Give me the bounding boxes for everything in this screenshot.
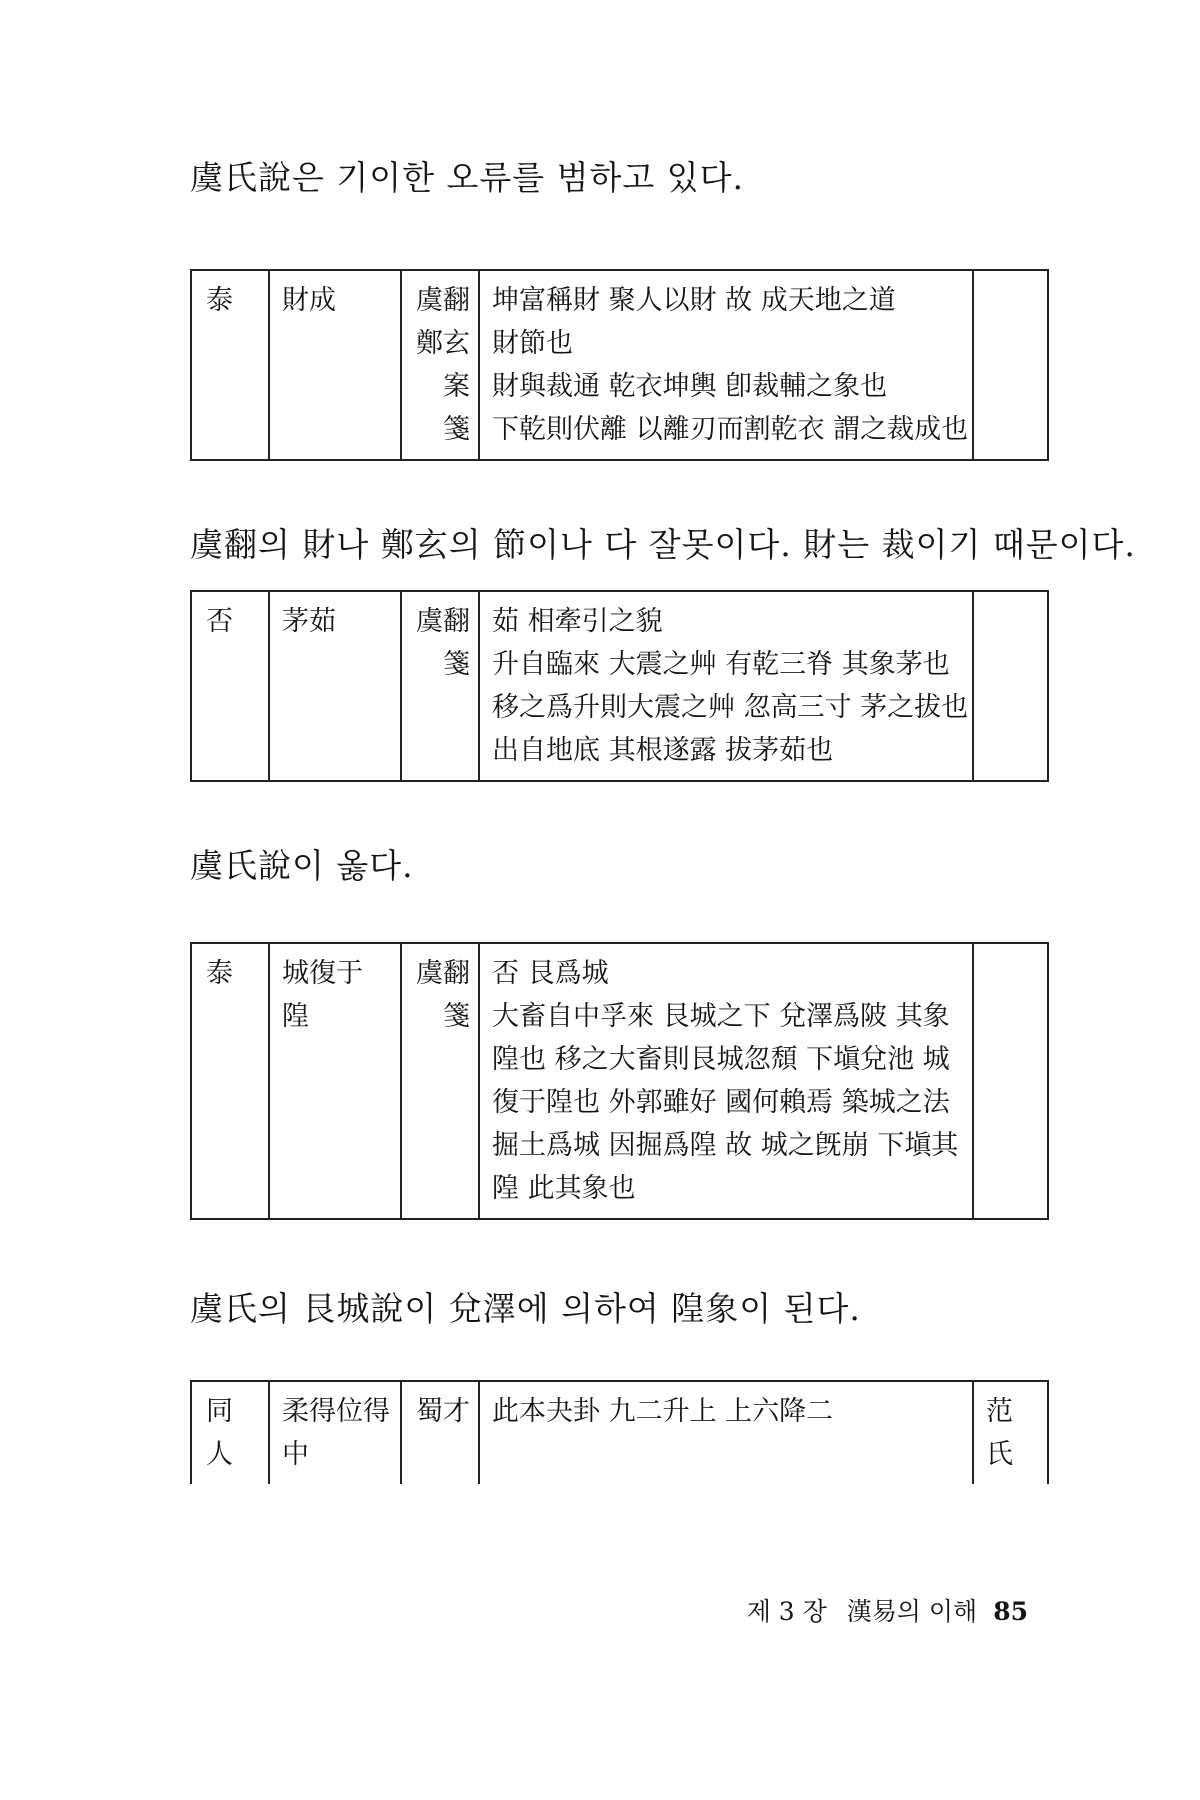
commentary-cell bbox=[479, 591, 973, 781]
phrase-cell: 城復于隍 bbox=[269, 943, 401, 1219]
source-name: 虞翻 bbox=[416, 285, 470, 316]
source-name: 蜀才 bbox=[416, 1396, 470, 1427]
source-name: 案 bbox=[443, 371, 470, 402]
paragraph-2: 虞翻의 財나 鄭玄의 節이나 다 잘못이다. 財는 裁이기 때문이다. bbox=[190, 525, 1136, 564]
commentary-table-3 bbox=[190, 942, 1049, 1220]
hexagram-cell: 同人 bbox=[191, 1381, 269, 1484]
commentary-line: 茹 相牽引之貌 bbox=[492, 606, 663, 637]
source-name: 虞翻 bbox=[416, 958, 470, 989]
hexagram-cell: 泰 bbox=[191, 270, 269, 460]
chapter-title: 漢易의 이해 bbox=[846, 1597, 978, 1626]
commentary-line: 此本夬卦 九二升上 上六降二 bbox=[492, 1396, 834, 1427]
note-cell: 范氏 bbox=[973, 1381, 1048, 1484]
commentary-line: 下乾則伏離 以離刃而割乾衣 謂之裁成也 bbox=[492, 414, 969, 445]
commentary-table-1 bbox=[190, 269, 1049, 461]
page-footer bbox=[747, 1592, 1028, 1628]
paragraph-3: 虞氏說이 옳다. bbox=[190, 846, 414, 885]
phrase-line: 中 bbox=[282, 1439, 309, 1470]
source-name: 虞翻 bbox=[416, 606, 470, 637]
commentary-line: 大畜自中孚來 艮城之下 兌澤爲陂 其象 bbox=[492, 1001, 950, 1032]
commentary-cell bbox=[479, 943, 973, 1219]
commentary-cell bbox=[479, 270, 973, 460]
table-row bbox=[191, 943, 1048, 1219]
commentary-table-2 bbox=[190, 590, 1049, 782]
note-cell bbox=[973, 943, 1048, 1219]
hexagram-cell: 泰 bbox=[191, 943, 269, 1219]
source-name: 鄭玄 bbox=[416, 328, 470, 359]
page-number: 85 bbox=[993, 1597, 1028, 1626]
commentary-line: 坤富稱財 聚人以財 故 成天地之道 bbox=[492, 285, 896, 316]
commentary-line: 掘土爲城 因掘爲隍 故 城之旣崩 下塡其 bbox=[492, 1130, 959, 1161]
commentary-table-4 bbox=[190, 1380, 1049, 1484]
phrase-line: 柔得位得 bbox=[282, 1396, 390, 1427]
commentary-line: 財節也 bbox=[492, 328, 573, 359]
phrase-cell bbox=[269, 1381, 401, 1484]
phrase-cell: 茅茹 bbox=[269, 591, 401, 781]
commentary-line: 出自地底 其根遂露 拔茅茹也 bbox=[492, 735, 834, 766]
source-name: 箋 bbox=[443, 1001, 470, 1032]
table-row bbox=[191, 270, 1048, 460]
paragraph-4: 虞氏의 艮城說이 兌澤에 의하여 隍象이 된다. bbox=[190, 1289, 861, 1328]
note-cell bbox=[973, 591, 1048, 781]
source-cell bbox=[401, 1381, 479, 1484]
commentary-line: 升自臨來 大震之艸 有乾三脊 其象茅也 bbox=[492, 649, 950, 680]
source-cell bbox=[401, 270, 479, 460]
commentary-line: 復于隍也 外郭雖好 國何賴焉 築城之法 bbox=[492, 1087, 950, 1118]
hexagram-cell: 否 bbox=[191, 591, 269, 781]
paragraph-1: 虞氏說은 기이한 오류를 범하고 있다. bbox=[190, 158, 744, 197]
phrase-cell: 財成 bbox=[269, 270, 401, 460]
commentary-cell bbox=[479, 1381, 973, 1484]
commentary-line: 財與裁通 乾衣坤輿 卽裁輔之象也 bbox=[492, 371, 888, 402]
commentary-line: 移之爲升則大震之艸 忽高三寸 茅之拔也 bbox=[492, 692, 969, 723]
table-row bbox=[191, 1381, 1048, 1484]
commentary-line: 隍也 移之大畜則艮城忽頹 下塡兌池 城 bbox=[492, 1044, 950, 1075]
note-cell bbox=[973, 270, 1048, 460]
source-cell bbox=[401, 591, 479, 781]
source-name: 箋 bbox=[443, 649, 470, 680]
source-name: 箋 bbox=[443, 414, 470, 445]
chapter-label: 제 3 장 bbox=[746, 1597, 827, 1626]
source-cell bbox=[401, 943, 479, 1219]
commentary-line: 否 艮爲城 bbox=[492, 958, 609, 989]
commentary-line: 隍 此其象也 bbox=[492, 1173, 636, 1204]
table-row bbox=[191, 591, 1048, 781]
